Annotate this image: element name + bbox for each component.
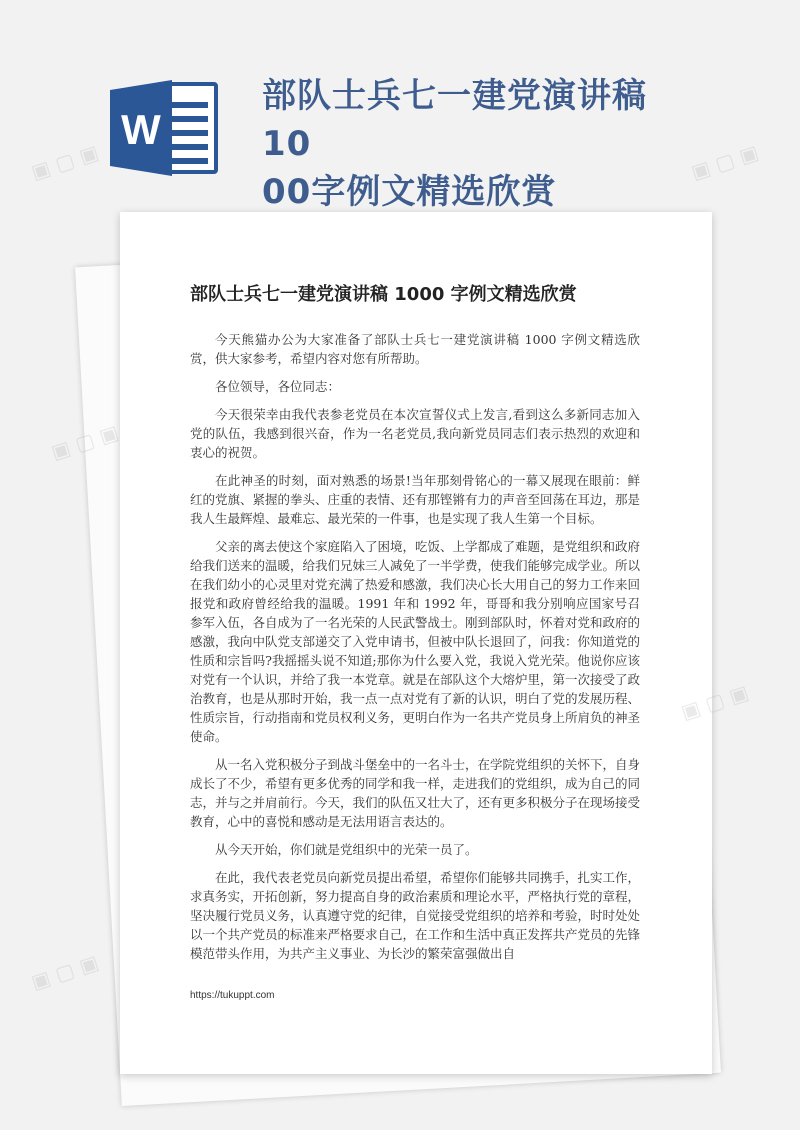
page-title-line-1: 部队士兵七一建党演讲稿10 (262, 76, 647, 164)
document-page (120, 212, 712, 1074)
watermark-mark-4: ▣ ▢ ▣ (677, 679, 752, 725)
page-title (262, 72, 682, 216)
watermark-mark-3: ▣ ▢ ▣ (47, 419, 122, 465)
paragraph-7: 从今天开始，你们就是党组织中的光荣一员了。 (215, 842, 478, 857)
watermark-mark-2: ▣ ▢ ▣ (687, 139, 762, 185)
paragraph-5: 父亲的离去使这个家庭陷入了困境，吃饭、上学都成了难题，是党组织和政府给我们送来的温暖，给我们兄妹三人减免了一半学费，使我们能够完成学业。所以在我们幼小的心灵里对党充满了热爱和感激，我们决心长大用自己的努力工作来回报党和政府曾经给我的温暖。1991 年和 1992 年，哥哥和我分别响应国家号召参军入伍，各自成为了一名光荣的人民武警战士。刚到部队时，怀着对党和政府的感激，我向中队党支部递交了入党申请书，但被中队长退回了，问我：你知道党的性质和宗旨吗?我摇摇头说不知道;那你为什么要入党，我说入党光荣。他说你应该对党有一个认识，并给了我一本党章。就是在部队这个大熔炉里，第一次接受了政治教育，也是从那时开始，我一点一点对党有了新的认识，明白了党的发展历程、性质宗旨，行动指南和党员权利义务，更明白作为一名共产党员身上所肩负的神圣使命。 (190, 539, 640, 744)
paragraph-3: 今天很荣幸由我代表参老党员在本次宣誓仪式上发言,看到这么多新同志加入党的队伍，我感到很兴奋，作为一名老党员,我向新党员同志们表示热烈的欢迎和衷心的祝贺。 (190, 407, 640, 460)
page-title-line-2: 00字例文精选欣赏 (262, 172, 557, 212)
paragraph-4: 在此神圣的时刻，面对熟悉的场景!当年那刻骨铭心的一幕又展现在眼前：鲜红的党旗、紧握的拳头、庄重的表情、还有那铿锵有力的声音至回荡在耳边，那是我人生最辉煌、最难忘、最光荣的一件事，也是实现了我人生第一个目标。 (190, 473, 640, 526)
word-document-icon (110, 78, 220, 178)
document-body (190, 330, 640, 980)
word-logo-letter: W (121, 106, 161, 153)
paragraph-intro: 今天熊猫办公为大家准备了部队士兵七一建党演讲稿 1000 字例文精选欣赏，供大家参考，希望内容对您有所帮助。 (190, 332, 640, 366)
paragraph-8: 在此，我代表老党员向新党员提出希望，希望你们能够共同携手，扎实工作，求真务实，开拓创新，努力提高自身的政治素质和理论水平，严格执行党的章程，坚决履行党员义务，认真遵守党的纪律，自觉接受党组织的培养和考验，时时处处以一个共产党员的标准来严格要求自己，在工作和生活中真正发挥共产党员的先锋模范带头作用，为共产主义事业、为长沙的繁荣富强做出自 (190, 870, 640, 961)
document-title: 部队士兵七一建党演讲稿 1000 字例文精选欣赏 (190, 284, 577, 305)
footer-url: https://tukuppt.com (190, 990, 275, 1001)
header (0, 0, 800, 212)
watermark-mark-1: ▣ ▢ ▣ (27, 139, 102, 185)
watermark-mark-5: ▣ ▢ ▣ (27, 949, 102, 995)
paragraph-6: 从一名入党积极分子到战斗堡垒中的一名斗士，在学院党组织的关怀下，自身成长了不少，希望有更多优秀的同学和我一样，走进我们的党组织，成为自己的同志，并与之并肩前行。今天，我们的队伍又壮大了，还有更多积极分子在现场接受教育，心中的喜悦和感动是无法用语言表达的。 (190, 757, 640, 829)
paragraph-salutation: 各位领导，各位同志： (215, 379, 341, 394)
